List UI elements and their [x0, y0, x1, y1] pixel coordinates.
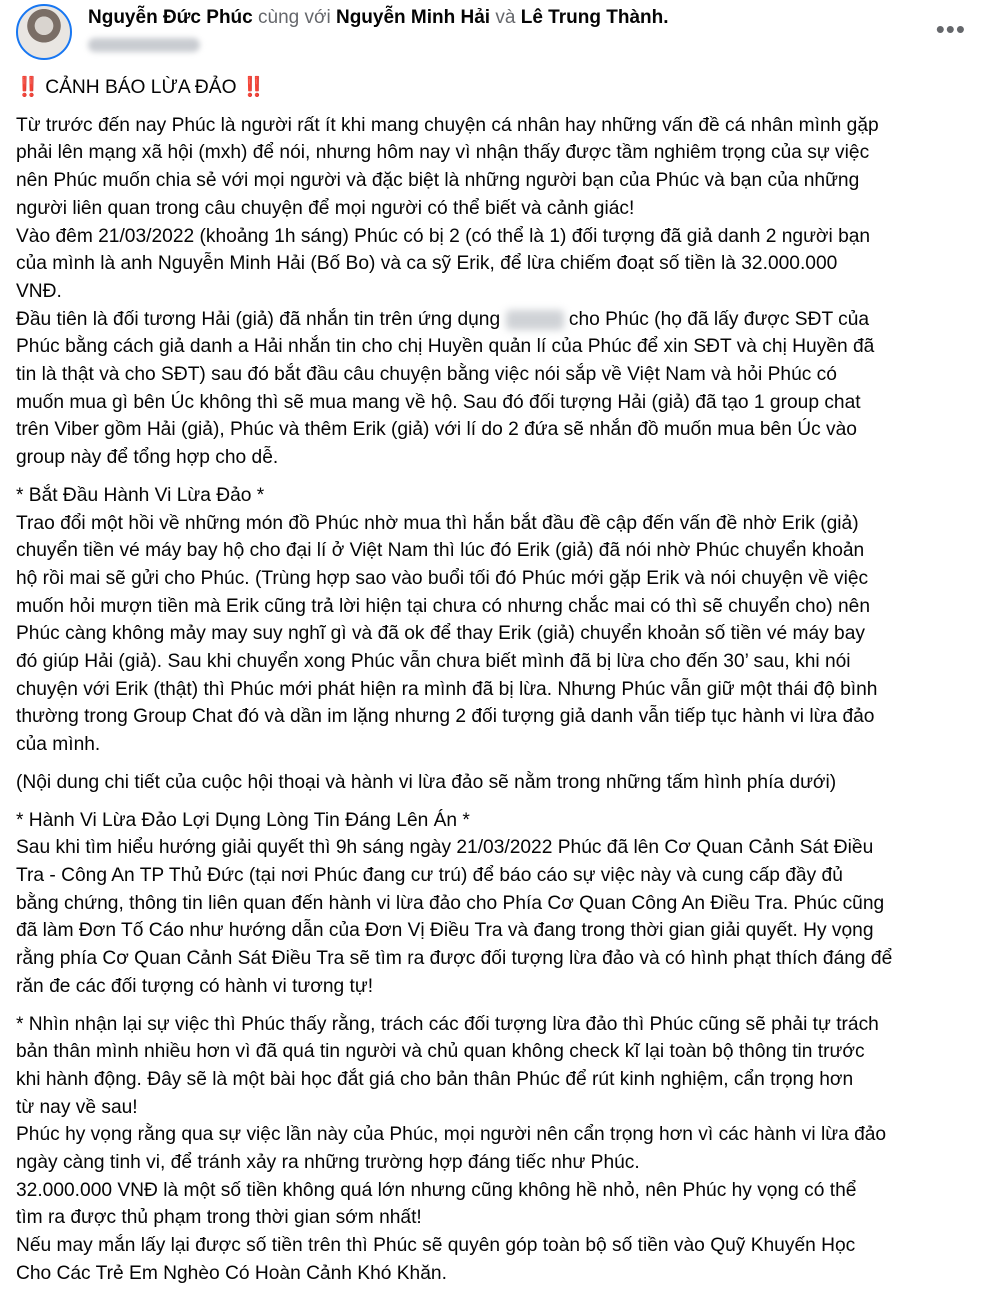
author-avatar[interactable]	[16, 4, 72, 60]
text-line: chuyển tiền vé máy bay hộ cho đại lí ở Việt Nam thì lúc đó Erik (giả) đã nói nhờ Phúc chuyển khoản	[16, 540, 865, 562]
post-header	[0, 0, 1000, 64]
text-line: trên Viber gồm Hải (giả), Phúc và thêm Erik (giả) với lí do 2 đứa sẽ nhắn đồ muốn mua bên Úc vào	[16, 419, 857, 441]
text-line: Phúc càng không mảy may suy nghĩ gì và đã ok để thay Erik (giả) chuyển khoản số tiền vé máy bay	[16, 623, 865, 645]
text-line: nên Phúc muốn chia sẻ với mọi người và đặc biệt là những người bạn của Phúc và bạn của những	[16, 170, 860, 192]
text-line: của mình.	[16, 734, 101, 756]
text-line: đã làm Đơn Tố Cáo như hướng dẫn của Đơn Vị Điều Tra và đang trong thời gian giải quyết. Hy vọng	[16, 920, 874, 942]
text-line: bằng chứng, thông tin liên quan đến hành vi lừa đảo cho Phía Cơ Quan Công An Điều Tra. Phúc cũng	[16, 892, 885, 914]
text-line: (Nội dung chi tiết của cuộc hội thoại và hành vi lừa đảo sẽ nằm trong những tấm hình phía dưới)	[16, 771, 837, 793]
text-line: Vào đêm 21/03/2022 (khoảng 1h sáng) Phúc có bị 2 (có thể là 1) đối tượng đã giả danh 2 người bạn	[16, 225, 871, 247]
text-line: Sau khi tìm hiểu hướng giải quyết thì 9h sáng ngày 21/03/2022 Phúc đã lên Cơ Quan Cảnh Sát Điều	[16, 837, 874, 859]
text-line: hộ rồi mai sẽ gửi cho Phúc. (Trùng hợp sao vào buổi tối đó Phúc mới gặp Erik và nói chuyện về việc	[16, 567, 869, 589]
text-line: tìm ra được thủ phạm trong thời gian sớm nhất!	[16, 1207, 422, 1229]
text-line: VNĐ.	[16, 280, 62, 302]
text-line: đó giúp Hải (giả). Sau khi chuyển xong Phúc vẫn chưa biết mình đã bị lừa cho đến 30’ sau, khi nói	[16, 651, 851, 673]
text-line: phải lên mạng xã hội (mxh) để nói, nhưng hôm nay vì nhận thấy được tầm nghiêm trọng của sự việc	[16, 142, 870, 164]
text-line: bản thân mình nhiều hơn vì đã quá tin người và chủ quan không check kĩ lại toàn bộ thông tin trước	[16, 1041, 865, 1063]
text-line: 32.000.000 VNĐ là một số tiền không quá lớn nhưng cũng không hề nhỏ, nên Phúc hy vọng có thể	[16, 1179, 857, 1201]
redacted-app-name	[506, 310, 564, 330]
author-name-link[interactable]: Nguyễn Đức Phúc	[88, 7, 253, 28]
post-paragraph-1	[16, 112, 986, 472]
text-line: Phúc bằng cách giả danh a Hải nhắn tin cho chị Huyền quản lí của Phúc để xin SĐT và chị Huyền đã	[16, 336, 875, 358]
post-paragraph-4	[16, 807, 986, 1001]
author-line	[88, 7, 669, 29]
text-line: muốn hỏi mượn tiền mà Erik cũng trả lời hiện tại chưa có nhưng chắc mai có thì sẽ chuyển cho) nên	[16, 595, 871, 617]
text-line: Nếu may mắn lấy lại được số tiền trên thì Phúc sẽ quyên góp toàn bộ số tiền vào Quỹ Khuyến Học	[16, 1235, 856, 1257]
text-line: từ nay về sau!	[16, 1096, 138, 1118]
post-title	[16, 74, 986, 102]
tagged-user-2-link[interactable]: Lê Trung Thành.	[520, 7, 669, 28]
text-line: khi hành động. Đây sẽ là một bài học đắt giá cho bản thân Phúc để rút kinh nghiệm, cẩn trọng hơn	[16, 1068, 854, 1090]
text-line: chuyện với Erik (thật) thì Phúc mới phát hiện ra mình đã bị lừa. Nhưng Phúc vẫn giữ một thái độ bình	[16, 678, 878, 700]
text-line: group này để tổng hợp cho dễ.	[16, 447, 279, 469]
text-line: người liên quan trong câu chuyện để mọi người có thể biết và cảnh giác!	[16, 197, 635, 219]
post-paragraph-3	[16, 769, 986, 797]
text-line: Tra - Công An TP Thủ Đức (tại nơi Phúc đang cư trú) để báo cáo sự việc này và cung cấp đầy đủ	[16, 864, 843, 886]
text-line: ngày càng tinh vi, để tránh xảy ra những trường hợp đáng tiếc như Phúc.	[16, 1152, 640, 1174]
post-paragraph-5	[16, 1011, 986, 1288]
more-options-icon[interactable]: •••	[935, 14, 966, 44]
text-line: thường trong Group Chat đó và dần im lặng nhưng 2 đối tượng giả danh vẫn tiếp tục hành vi lừa đảo	[16, 706, 875, 728]
post-body	[16, 74, 986, 1298]
text-segment: Đầu tiên là đối tương Hải (giả) đã nhắn tin trên ứng dụng	[16, 308, 501, 330]
text-line: tin là thật và cho SĐT) sau đó bắt đầu câu chuyện bằng việc nói sắp về Việt Nam và hỏi Phúc có	[16, 364, 837, 386]
with-text: cùng với	[258, 7, 331, 28]
text-line	[16, 306, 986, 334]
and-text: và	[495, 7, 516, 28]
tagged-user-1-link[interactable]: Nguyễn Minh Hải	[335, 7, 491, 28]
text-line: răn đe các đối tượng có hành vi tương tự!	[16, 975, 374, 997]
text-line: muốn mua gì bên Úc không thì sẽ mua mang về hộ. Sau đó đối tượng Hải (giả) đã tạo 1 group chat	[16, 391, 861, 413]
double-exclamation-icon: ‼️	[241, 77, 266, 98]
text-line: * Nhìn nhận lại sự việc thì Phúc thấy rằng, trách các đối tượng lừa đảo thì Phúc cũng sẽ phải tự trách	[16, 1013, 879, 1035]
text-line: Trao đổi một hồi về những món đồ Phúc nhờ mua thì hắn bắt đầu đề cập đến vấn đề nhờ Erik (giả)	[16, 512, 859, 534]
double-exclamation-icon: ‼️	[16, 77, 40, 98]
text-line: Phúc hy vọng rằng qua sự việc lần này của Phúc, mọi người nên cẩn trọng hơn vì các hành vi lừa đảo	[16, 1124, 887, 1146]
post-title-text: CẢNH BÁO LỪA ĐẢO	[45, 77, 237, 98]
text-line: Cho Các Trẻ Em Nghèo Có Hoàn Cảnh Khó Khăn.	[16, 1262, 447, 1284]
section-heading: * Bắt Đầu Hành Vi Lừa Đảo *	[16, 484, 265, 506]
section-heading: * Hành Vi Lừa Đảo Lợi Dụng Lòng Tin Đáng Lên Án *	[16, 809, 470, 831]
post-paragraph-2	[16, 482, 986, 759]
text-line: Từ trước đến nay Phúc là người rất ít khi mang chuyện cá nhân hay những vấn đề cá nhân mình gặp	[16, 114, 879, 136]
text-line: của mình là anh Nguyễn Minh Hải (Bố Bo) và ca sỹ Erik, để lừa chiếm đoạt số tiền là 32.000.000	[16, 253, 838, 275]
text-segment: cho Phúc (họ đã lấy được SĐT của	[568, 308, 870, 330]
text-line: rằng phía Cơ Quan Cảnh Sát Điều Tra sẽ tìm ra được đối tượng lừa đảo và có hình phạt thích đáng để	[16, 948, 893, 970]
post-timestamp-blurred	[88, 38, 200, 52]
